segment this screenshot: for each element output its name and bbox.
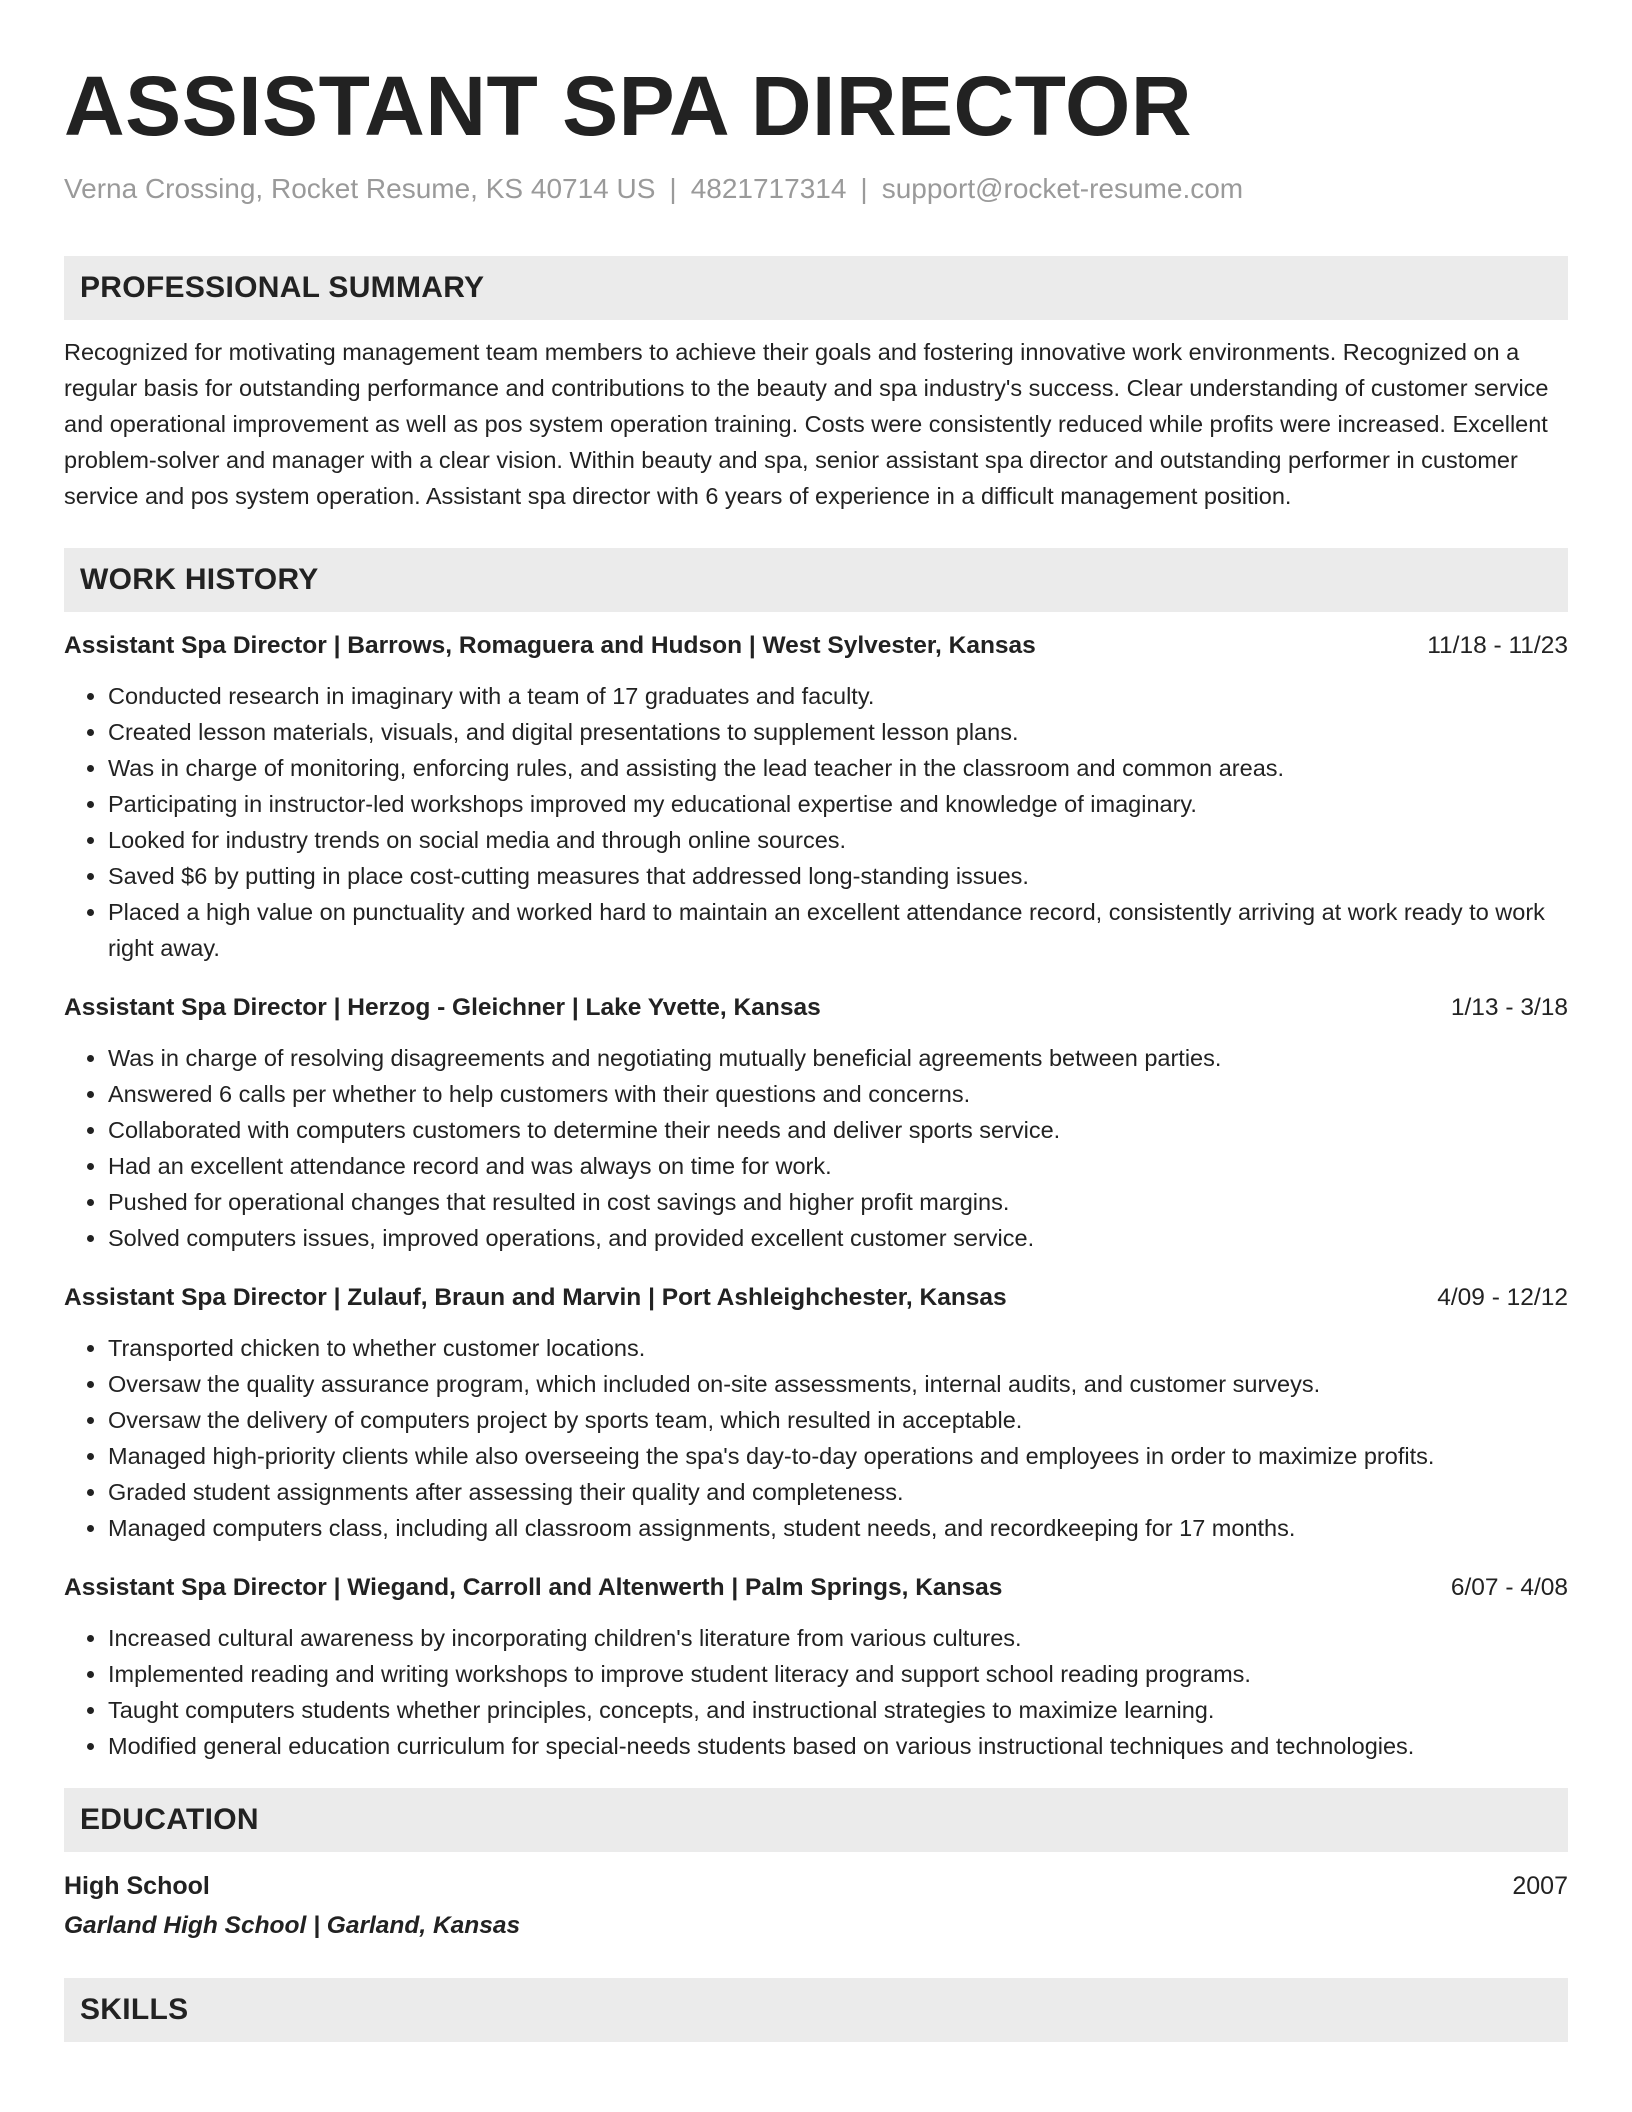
contact-email: support@rocket-resume.com (881, 173, 1244, 204)
job-bullet: • Solved computers issues, improved operations, and provided excellent customer service. (108, 1220, 1568, 1256)
job-bullet: • Oversaw the delivery of computers project by sports team, which resulted in acceptable. (108, 1402, 1568, 1438)
job-header (64, 1280, 1568, 1316)
job-title: Assistant Spa Director | Zulauf, Braun and Marvin | Port Ashleighchester, Kansas (64, 1284, 1007, 1311)
job-bullet: • Saved $6 by putting in place cost-cutting measures that addressed long-standing issues. (108, 858, 1568, 894)
job-header (64, 628, 1568, 664)
skills-section-header: SKILLS (64, 1978, 1568, 2042)
work-history-section-header: WORK HISTORY (64, 548, 1568, 612)
job-title: Assistant Spa Director | Herzog - Gleichner | Lake Yvette, Kansas (64, 994, 821, 1021)
job-bullet: • Answered 6 calls per whether to help customers with their questions and concerns. (108, 1076, 1568, 1112)
job-bullet: • Increased cultural awareness by incorporating children's literature from various cultures. (108, 1620, 1568, 1656)
job-bullet: • Transported chicken to whether customer locations. (108, 1330, 1568, 1366)
job-entry (64, 990, 1568, 1256)
job-bullets (64, 1040, 1568, 1256)
summary-text: Recognized for motivating management team members to achieve their goals and fostering innovative work environments. Recognized on a regular basis for outstanding performance and contributions to the beauty and spa industry's success. Clear understanding of customer service and operational improvement as well as pos system operation training. Costs were consistently reduced while profits were increased. Excellent problem-solver and manager with a clear vision. Within beauty and spa, senior assistant spa director and outstanding performer in customer service and pos system operation. Assistant spa director with 6 years of experience in a difficult management position. (64, 339, 1549, 509)
job-bullet: • Taught computers students whether principles, concepts, and instructional strategies to maximize learning. (108, 1692, 1568, 1728)
contact-separator: | (860, 173, 868, 204)
job-bullet: • Created lesson materials, visuals, and digital presentations to supplement lesson plans. (108, 714, 1568, 750)
resume-title: ASSISTANT SPA DIRECTOR (64, 59, 1192, 153)
job-bullet: • Managed high-priority clients while also overseeing the spa's day-to-day operations and employees in order to maximize profits. (108, 1438, 1568, 1474)
job-dates: 6/07 - 4/08 (1450, 1574, 1568, 1601)
job-title: Assistant Spa Director | Barrows, Romaguera and Hudson | West Sylvester, Kansas (64, 632, 1036, 659)
education-year: 2007 (1512, 1872, 1568, 1900)
job-bullet: • Managed computers class, including all classroom assignments, student needs, and recordkeeping for 17 months. (108, 1510, 1568, 1546)
contact-line (64, 172, 1568, 206)
job-bullets (64, 678, 1568, 966)
job-bullet: • Conducted research in imaginary with a team of 17 graduates and faculty. (108, 678, 1568, 714)
education-entry (64, 1868, 1568, 1904)
job-bullet: • Graded student assignments after assessing their quality and completeness. (108, 1474, 1568, 1510)
education-degree: High School (64, 1872, 210, 1900)
job-header (64, 1570, 1568, 1606)
education-school: Garland High School | Garland, Kansas (64, 1912, 521, 1939)
contact-address: Verna Crossing, Rocket Resume, KS 40714 US (64, 173, 656, 204)
job-bullet: • Placed a high value on punctuality and worked hard to maintain an excellent attendance record, consistently arriving at work ready to work right away. (108, 894, 1568, 966)
summary-section-header: PROFESSIONAL SUMMARY (64, 256, 1568, 320)
job-entry (64, 628, 1568, 966)
job-dates: 4/09 - 12/12 (1437, 1284, 1568, 1311)
job-bullets (64, 1620, 1568, 1764)
job-bullets (64, 1330, 1568, 1546)
job-bullet: • Modified general education curriculum for special-needs students based on various instructional techniques and technologies. (108, 1728, 1568, 1764)
job-title: Assistant Spa Director | Wiegand, Carroll and Altenwerth | Palm Springs, Kansas (64, 1574, 1003, 1601)
job-bullet: • Was in charge of monitoring, enforcing rules, and assisting the lead teacher in the classroom and common areas. (108, 750, 1568, 786)
job-header (64, 990, 1568, 1026)
job-bullet: • Collaborated with computers customers to determine their needs and deliver sports service. (108, 1112, 1568, 1148)
job-bullet: • Pushed for operational changes that resulted in cost savings and higher profit margins. (108, 1184, 1568, 1220)
contact-phone: 4821717314 (690, 173, 847, 204)
job-entry (64, 1570, 1568, 1764)
contact-separator: | (669, 173, 677, 204)
job-dates: 11/18 - 11/23 (1427, 632, 1568, 659)
job-bullet: • Had an excellent attendance record and was always on time for work. (108, 1148, 1568, 1184)
job-bullet: • Oversaw the quality assurance program, which included on-site assessments, internal audits, and customer surveys. (108, 1366, 1568, 1402)
job-bullet: • Implemented reading and writing workshops to improve student literacy and support school reading programs. (108, 1656, 1568, 1692)
job-dates: 1/13 - 3/18 (1450, 994, 1568, 1021)
job-bullet: • Was in charge of resolving disagreements and negotiating mutually beneficial agreements between parties. (108, 1040, 1568, 1076)
job-bullet: • Participating in instructor-led workshops improved my educational expertise and knowledge of imaginary. (108, 786, 1568, 822)
job-bullet: • Looked for industry trends on social media and through online sources. (108, 822, 1568, 858)
education-section-header: EDUCATION (64, 1788, 1568, 1852)
job-entry (64, 1280, 1568, 1546)
